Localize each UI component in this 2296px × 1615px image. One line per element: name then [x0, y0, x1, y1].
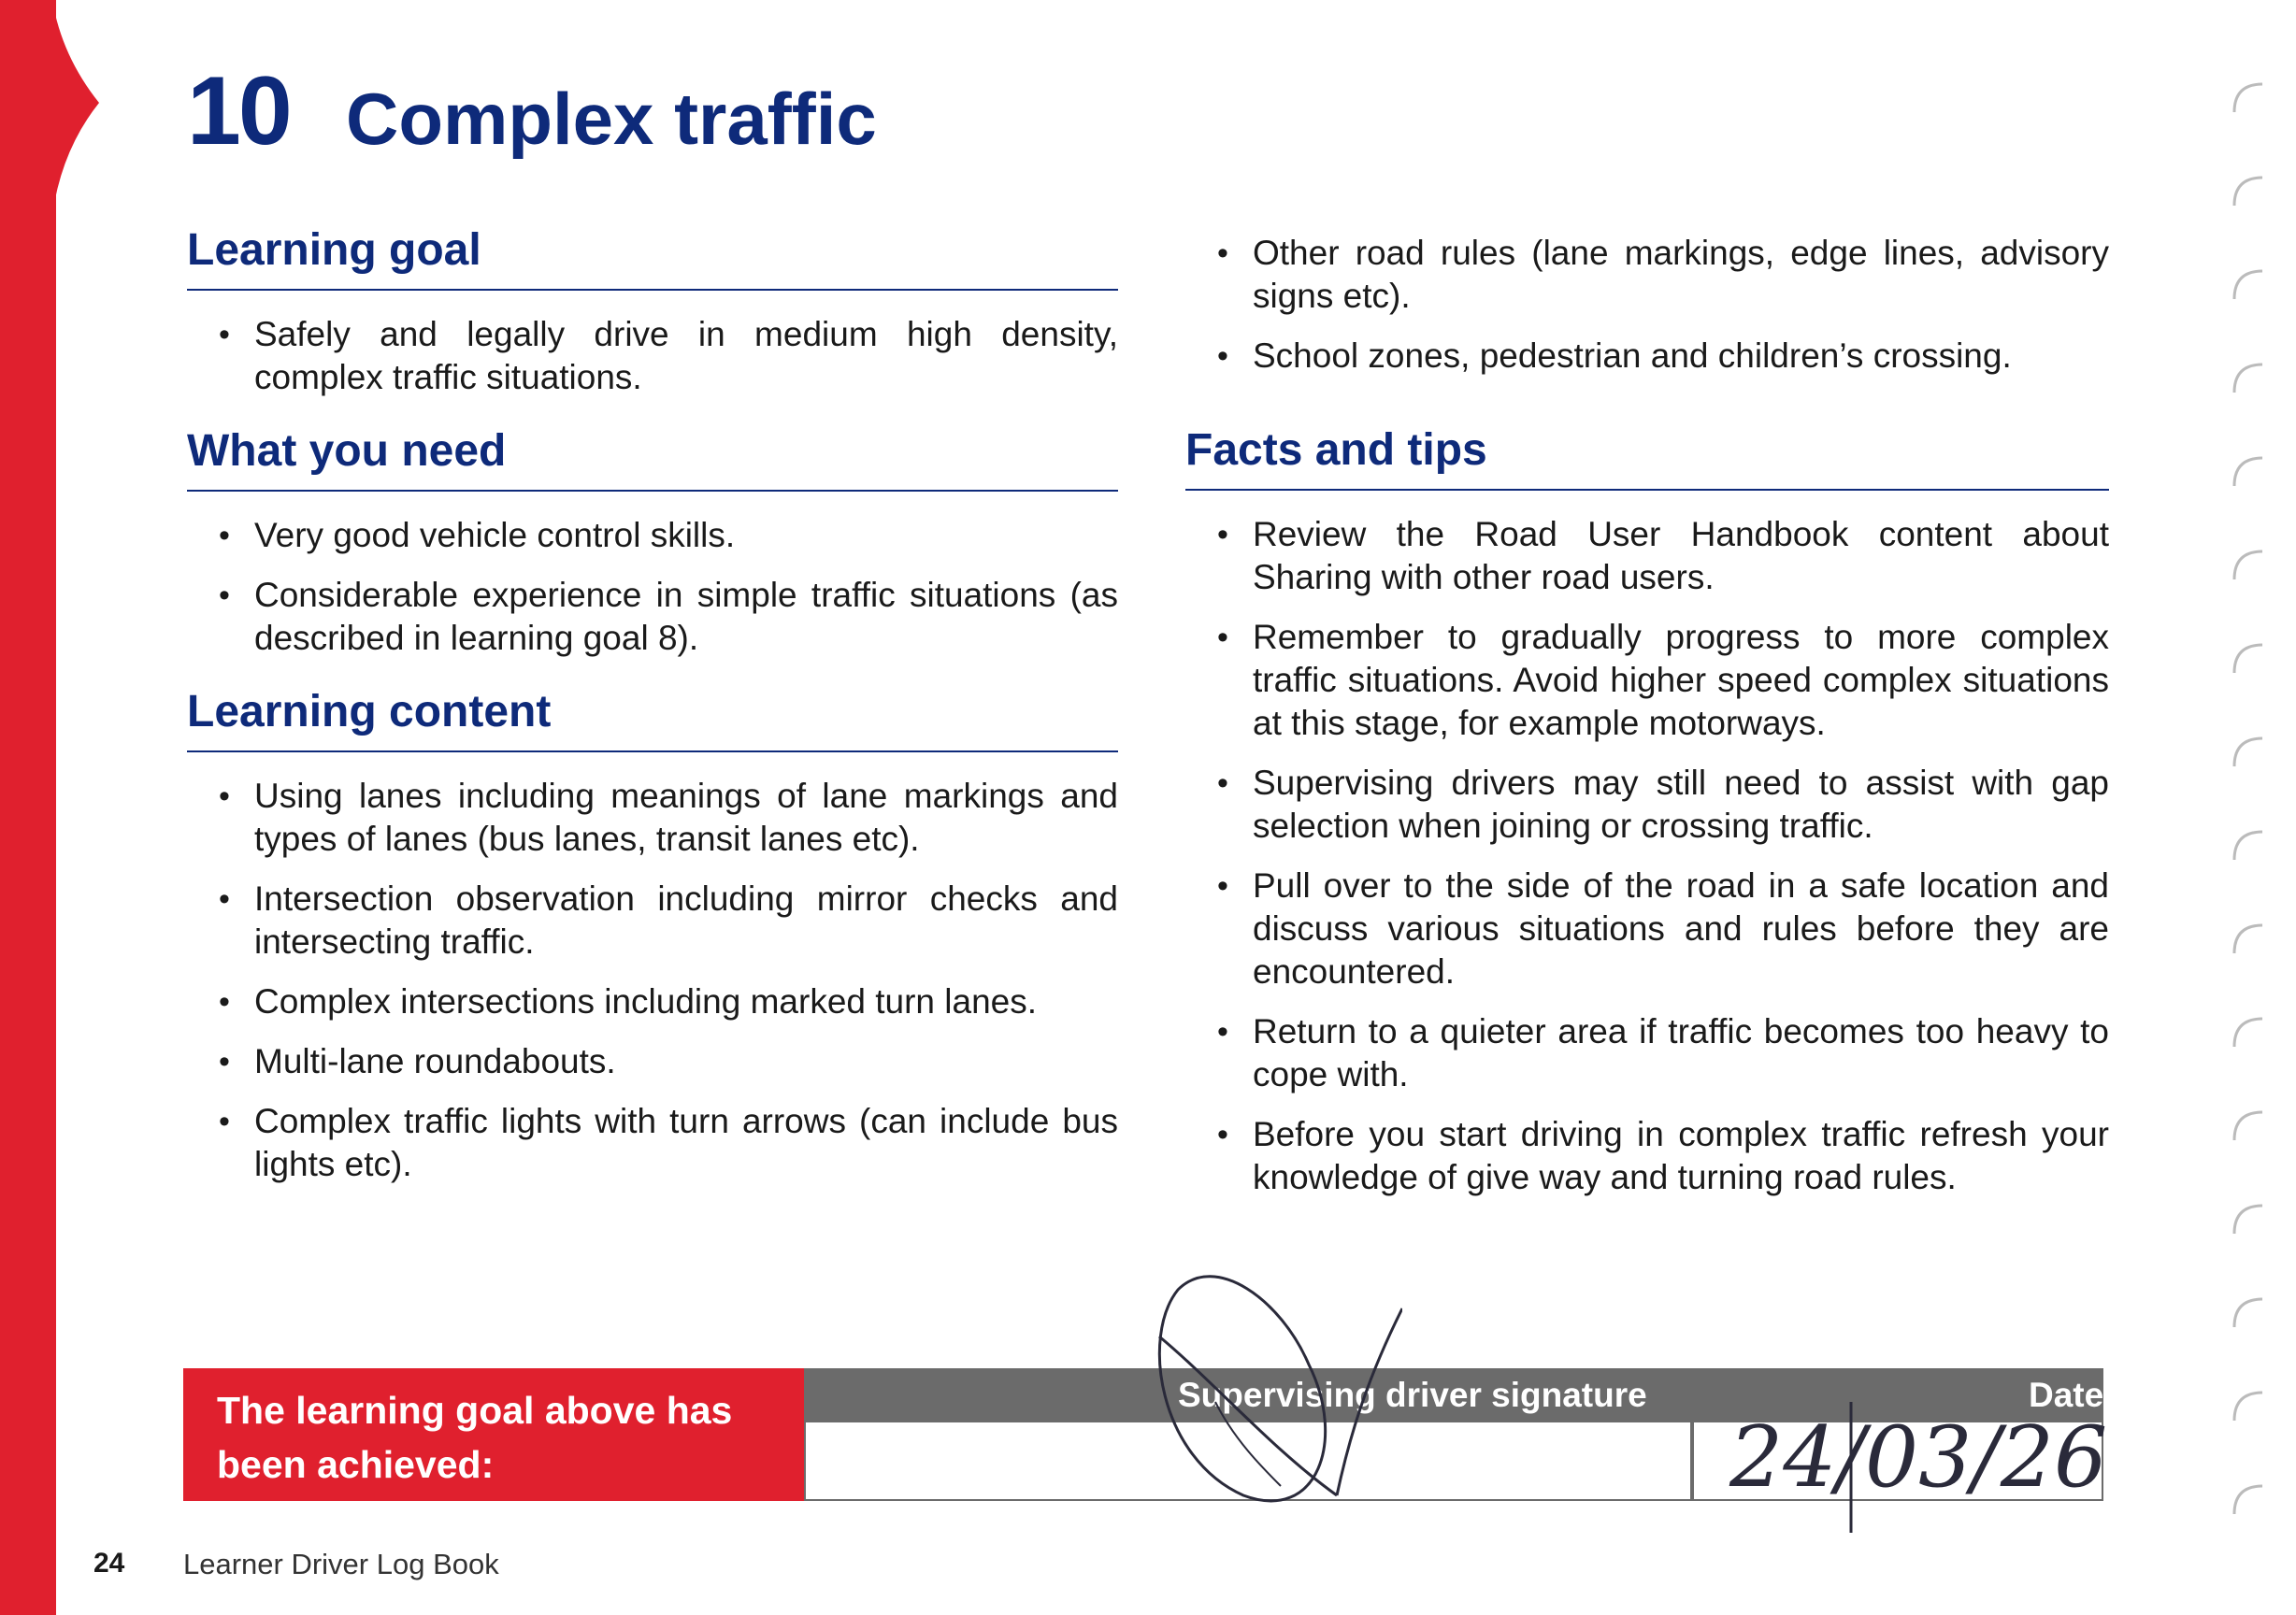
date-label: Date	[2029, 1376, 2104, 1414]
book-title: Learner Driver Log Book	[183, 1548, 499, 1580]
handwritten-date	[1711, 1346, 2122, 1551]
list-item: • Using lanes including meanings of lane markings and types of lanes (bus lanes, transit lanes etc).	[187, 775, 1118, 861]
list-item: • Safely and legally drive in medium high density, complex traffic situations.	[187, 313, 1118, 399]
list-item: • Supervising drivers may still need to assist with gap selection when joining or crossing traffic.	[1185, 762, 2109, 848]
what-you-need-list	[187, 514, 1118, 660]
learning-goal-list	[187, 313, 1118, 399]
list-item: • Before you start driving in complex traffic refresh your knowledge of give way and turning road rules.	[1185, 1113, 2109, 1199]
red-margin-strip	[0, 0, 56, 1615]
red-notch-decoration	[52, 0, 99, 215]
list-item: • Very good vehicle control skills.	[187, 514, 1118, 557]
signature-label: Supervising driver signature	[1178, 1376, 1647, 1414]
right-column	[1185, 224, 2109, 1225]
list-item: • Review the Road User Handbook content about Sharing with other road users.	[1185, 513, 2109, 599]
what-you-need-heading: What you need	[187, 425, 1118, 492]
list-item: • Other road rules (lane markings, edge lines, advisory signs etc).	[1185, 232, 2109, 318]
learning-content-continued-list	[1185, 232, 2109, 378]
list-item: • Intersection observation including mirror checks and intersecting traffic.	[187, 878, 1118, 964]
list-item: • Multi-lane roundabouts.	[187, 1040, 1118, 1083]
list-item: • Complex intersections including marked turn lanes.	[187, 980, 1118, 1023]
page-number: 24	[93, 1548, 125, 1579]
facts-and-tips-section	[1185, 424, 2109, 1199]
chapter-number: 10	[187, 57, 290, 165]
facts-and-tips-list	[1185, 513, 2109, 1199]
goal-achieved-label: The learning goal above has been achieved:	[183, 1368, 804, 1501]
binding-holes	[2225, 75, 2281, 1533]
learning-goal-heading: Learning goal	[187, 224, 1118, 291]
list-item: • Return to a quieter area if traffic becomes too heavy to cope with.	[1185, 1010, 2109, 1096]
learning-content-list	[187, 775, 1118, 1186]
what-you-need-section	[187, 425, 1118, 660]
list-item: • School zones, pedestrian and children’s crossing.	[1185, 335, 2109, 378]
left-column	[187, 224, 1118, 1212]
svg-text:24/03/26: 24/03/26	[1729, 1408, 2108, 1507]
handwritten-signature	[1122, 1215, 1402, 1551]
list-item: • Remember to gradually progress to more complex traffic situations. Avoid higher speed complex situations at this stage, for example motorways.	[1185, 616, 2109, 745]
learning-content-heading: Learning content	[187, 686, 1118, 752]
learning-goal-section	[187, 224, 1118, 399]
chapter-title: Complex traffic	[346, 78, 877, 160]
list-item: • Complex traffic lights with turn arrows (can include bus lights etc).	[187, 1100, 1118, 1186]
learning-content-section	[187, 686, 1118, 1186]
list-item: • Considerable experience in simple traffic situations (as described in learning goal 8).	[187, 574, 1118, 660]
list-item: • Pull over to the side of the road in a safe location and discuss various situations and rules before they are encountered.	[1185, 865, 2109, 993]
facts-and-tips-heading: Facts and tips	[1185, 424, 2109, 491]
